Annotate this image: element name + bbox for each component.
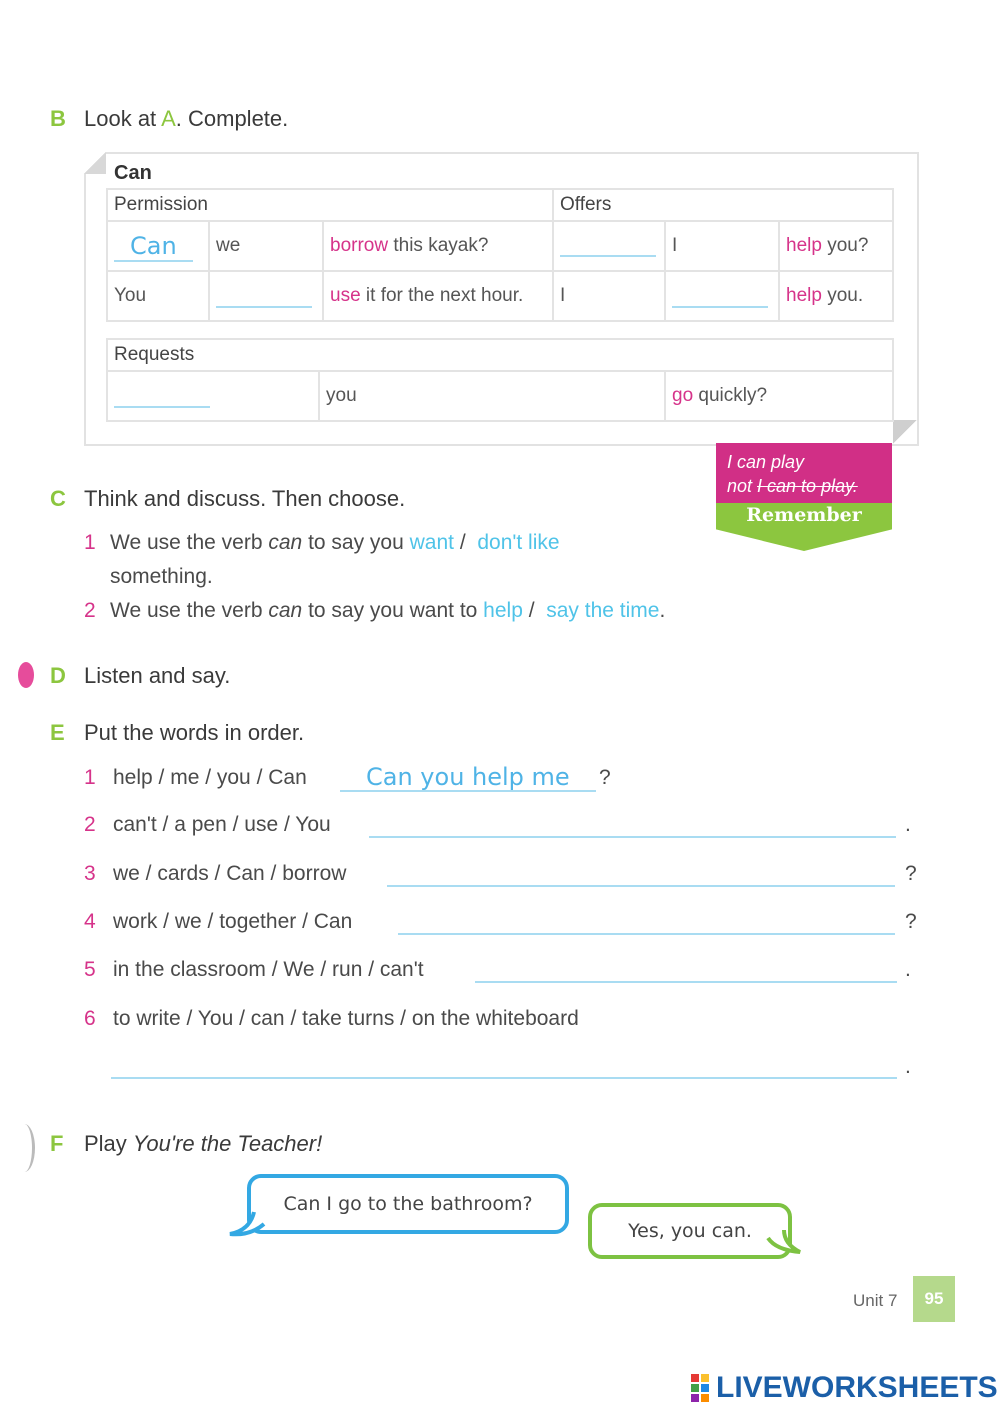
decorative-arc	[14, 1124, 35, 1172]
liveworksheets-logo-icon	[691, 1374, 709, 1402]
speech-bubble-answer: Yes, you can.	[588, 1203, 792, 1259]
audio-icon[interactable]	[18, 662, 34, 688]
section-c-title: Think and discuss. Then choose.	[84, 486, 406, 511]
permission-r1-rest: this kayak?	[388, 235, 489, 256]
offers-r2-verb: help	[786, 285, 822, 306]
requests-table	[106, 338, 894, 422]
c-item-2-post: to say you want to	[302, 599, 484, 622]
remember-note	[727, 450, 858, 498]
e-item-3-num: 3	[84, 862, 96, 885]
section-f-title-em: You're the Teacher!	[132, 1131, 323, 1156]
e-item-5-end: .	[905, 958, 911, 981]
offers-r1-verb: help	[786, 235, 822, 256]
requests-blank-cell[interactable]	[107, 371, 319, 421]
e-item-1-text: help / me / you / Can	[113, 766, 307, 789]
section-d-letter: D	[50, 663, 66, 688]
permission-r1-c2: we	[209, 221, 323, 271]
speech-bubble-question-tail	[228, 1210, 268, 1240]
page-number: 95	[913, 1276, 955, 1322]
e-item-4-text: work / we / together / Can	[113, 910, 353, 933]
e-item-4-answer-line[interactable]	[398, 933, 895, 935]
e-item-1-answer[interactable]: Can you help me	[366, 763, 570, 791]
permission-r2-blank-cell[interactable]	[209, 271, 323, 321]
c-item-2-option-help[interactable]: help	[483, 599, 523, 622]
offers-r1-c3	[779, 221, 893, 271]
offers-table	[552, 188, 894, 322]
c-item-1-em: can	[268, 531, 303, 554]
c-item-1-option-dont-like[interactable]: don't like	[477, 531, 560, 554]
section-b-title-ref: A	[161, 106, 176, 131]
offers-r1-c2: I	[665, 221, 779, 271]
offers-r2-c3	[779, 271, 893, 321]
permission-r2-rest: it for the next hour.	[360, 285, 524, 306]
e-item-2-end: .	[905, 813, 911, 836]
speech-bubble-question-tail-path	[230, 1212, 264, 1234]
e-item-6-text: to write / You / can / take turns / on the whiteboard	[113, 1007, 579, 1030]
c-item-2-text	[110, 599, 665, 623]
c-item-1-post: to say you	[302, 531, 410, 554]
c-item-1-cont: something.	[110, 565, 213, 588]
remember-line2	[727, 474, 858, 498]
offers-r2-blank[interactable]	[672, 284, 768, 308]
permission-table	[106, 188, 554, 322]
c-item-1-pre: We use the verb	[110, 531, 269, 554]
e-item-2-text: can't / a pen / use / You	[113, 813, 331, 836]
permission-r2-blank[interactable]	[216, 284, 312, 308]
e-item-6-end: .	[905, 1055, 911, 1078]
c-item-1-num: 1	[84, 531, 96, 554]
section-d-title: Listen and say.	[84, 663, 231, 688]
requests-header: Requests	[107, 339, 893, 371]
remember-line2-strike: I can to play.	[757, 476, 858, 496]
c-item-2-em: can	[268, 599, 303, 622]
section-f-title-pre: Play	[84, 1131, 133, 1156]
offers-r1-rest: you?	[821, 235, 869, 256]
grammar-box-fold-corner	[84, 152, 106, 174]
e-item-4-num: 4	[84, 910, 96, 933]
section-e-title: Put the words in order.	[84, 720, 305, 745]
speech-bubble-answer-tail-path	[768, 1230, 800, 1252]
c-item-1-text	[110, 531, 560, 555]
permission-r1-c3	[323, 221, 553, 271]
e-item-3-end: ?	[905, 862, 917, 885]
offers-r1-blank-cell[interactable]	[553, 221, 665, 271]
e-item-2-answer-line[interactable]	[369, 836, 896, 838]
remember-line1: I can play	[727, 452, 805, 472]
section-b-title	[84, 106, 288, 132]
speech-bubble-answer-tail	[762, 1228, 804, 1258]
requests-rest: quickly?	[693, 385, 768, 406]
section-b-letter: B	[50, 106, 66, 131]
section-f-letter: F	[50, 1131, 64, 1156]
e-item-3-answer-line[interactable]	[387, 885, 895, 887]
permission-r1-c1[interactable]	[107, 221, 209, 271]
permission-answer-can[interactable]: Can	[114, 232, 193, 262]
e-item-2-num: 2	[84, 813, 96, 836]
remember-label: Remember	[746, 504, 862, 526]
c-item-1-option-want[interactable]: want	[409, 531, 454, 554]
e-item-1-num: 1	[84, 766, 96, 789]
section-c-letter: C	[50, 486, 66, 511]
permission-r2-verb: use	[330, 285, 361, 306]
section-b-title-pre: Look at	[84, 106, 162, 131]
offers-r2-blank-cell[interactable]	[665, 271, 779, 321]
c-item-2-end: .	[659, 599, 666, 622]
remember-line2-pre: not	[727, 476, 758, 496]
permission-r2-c3	[323, 271, 553, 321]
offers-header: Offers	[553, 189, 893, 221]
permission-header: Permission	[107, 189, 553, 221]
requests-c3	[665, 371, 893, 421]
section-f-title	[84, 1131, 322, 1157]
speech-bubble-question: Can I go to the bathroom?	[247, 1174, 569, 1234]
permission-r2-c1: You	[107, 271, 209, 321]
e-item-3-text: we / cards / Can / borrow	[113, 862, 347, 885]
requests-c2: you	[319, 371, 665, 421]
grammar-title: Can	[114, 162, 152, 184]
e-item-4-end: ?	[905, 910, 917, 933]
offers-r2-rest: you.	[821, 285, 864, 306]
requests-verb: go	[672, 385, 694, 406]
grammar-box-page-curl	[893, 420, 917, 444]
permission-r1-verb: borrow	[330, 235, 389, 256]
liveworksheets-brand: LIVEWORKSHEETS	[716, 1371, 998, 1404]
e-item-5-num: 5	[84, 958, 96, 981]
offers-r1-blank[interactable]	[560, 235, 656, 257]
section-b-title-post: . Complete.	[175, 106, 289, 131]
e-item-5-text: in the classroom / We / run / can't	[113, 958, 424, 981]
e-item-5-answer-line[interactable]	[475, 981, 897, 983]
c-item-2-sep: /	[522, 599, 541, 622]
section-e-letter: E	[50, 720, 65, 745]
requests-blank[interactable]	[114, 384, 210, 408]
c-item-2-option-say-the-time[interactable]: say the time	[546, 599, 660, 622]
c-item-2-pre: We use the verb	[110, 599, 269, 622]
e-item-6-num: 6	[84, 1007, 96, 1030]
c-item-1-sep: /	[453, 531, 472, 554]
c-item-2-num: 2	[84, 599, 96, 622]
e-item-6-answer-line[interactable]	[111, 1077, 897, 1079]
offers-r2-c1: I	[553, 271, 665, 321]
footer-unit: Unit 7	[853, 1291, 898, 1310]
e-item-1-end: ?	[599, 766, 611, 789]
